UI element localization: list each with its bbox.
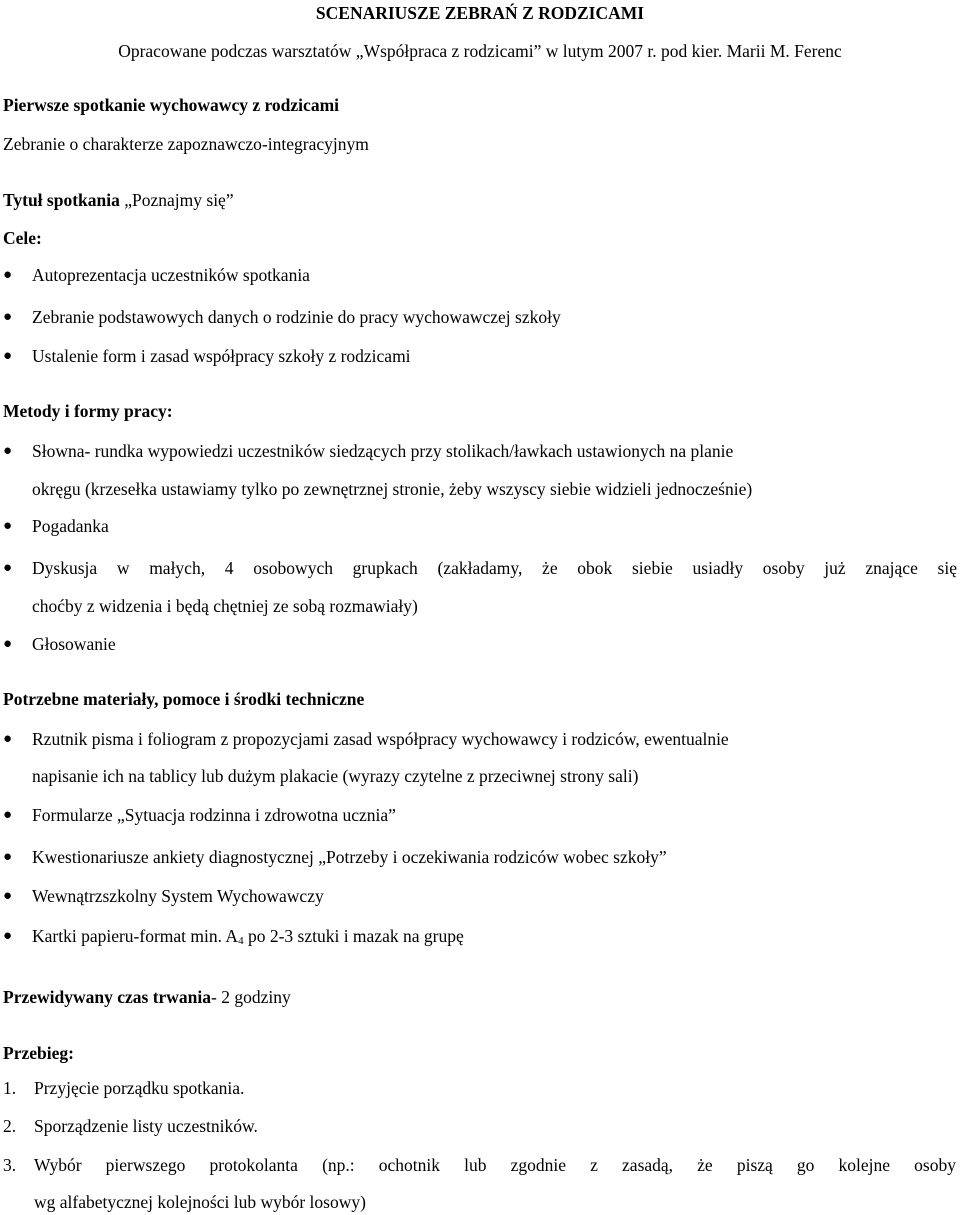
material-item-text: Kartki papieru-format min. A bbox=[32, 926, 239, 946]
material-item bbox=[32, 925, 464, 952]
material-item-text: po 2-3 sztuki i mazak na grupę bbox=[243, 926, 464, 946]
bullet-icon: ● bbox=[3, 443, 13, 459]
bullet-icon: ● bbox=[3, 518, 13, 534]
document-subtitle: Opracowane podczas warsztatów „Współpraca z rodzicami” w lutym 2007 r. pod kier. Marii M. Ferenc bbox=[118, 41, 842, 61]
meeting-title-value: „Poznajmy się” bbox=[119, 190, 234, 210]
course-label: Przebieg: bbox=[3, 1043, 74, 1063]
document-title: SCENARIUSZE ZEBRAŃ Z RODZICAMI bbox=[315, 3, 645, 23]
bullet-icon: ● bbox=[3, 636, 13, 652]
method-item-line: choćby z widzenia i będą chętniej ze sobą rozmawiały) bbox=[32, 596, 418, 616]
bullet-icon: ● bbox=[3, 807, 13, 823]
goals-label: Cele: bbox=[3, 228, 42, 248]
method-item-line: Słowna- rundka wypowiedzi uczestników siedzących przy stolikach/ławkach ustawionych na planie bbox=[32, 441, 734, 461]
method-item: Głosowanie bbox=[32, 634, 116, 654]
bullet-icon: ● bbox=[3, 348, 13, 364]
bullet-icon: ● bbox=[3, 731, 13, 747]
goal-item: Autoprezentacja uczestników spotkania bbox=[32, 265, 310, 285]
step-number: 3. bbox=[3, 1155, 17, 1175]
meeting-title-line bbox=[3, 189, 234, 211]
course-step-continuation: wg alfabetycznej kolejności lub wybór losowy) bbox=[34, 1192, 366, 1212]
method-item-line: okręgu (krzesełka ustawiamy tylko po zewnętrznej stronie, żeby wszyscy siebie widzieli jednocześnie) bbox=[32, 479, 753, 499]
material-item: Wewnątrzszkolny System Wychowawczy bbox=[32, 886, 324, 906]
methods-label: Metody i formy pracy: bbox=[3, 401, 173, 421]
meeting-heading: Pierwsze spotkanie wychowawcy z rodzicami bbox=[3, 95, 340, 115]
bullet-icon: ● bbox=[3, 928, 13, 944]
material-item-line: napisanie ich na tablicy lub dużym plakacie (wyrazy czytelne z przeciwnej strony sali) bbox=[32, 766, 639, 786]
duration-line bbox=[3, 986, 291, 1008]
duration-label: Przewidywany czas trwania bbox=[3, 987, 212, 1007]
course-step: Sporządzenie listy uczestników. bbox=[34, 1116, 258, 1136]
bullet-icon: ● bbox=[3, 560, 13, 576]
course-step: Wybór pierwszego protokolanta (np.: ochotnik lub zgodnie z zasadą, że piszą go kolejne osoby bbox=[34, 1155, 956, 1175]
step-number: 2. bbox=[3, 1116, 17, 1136]
material-item: Formularze „Sytuacja rodzinna i zdrowotna ucznia” bbox=[32, 805, 396, 825]
goal-item: Ustalenie form i zasad współpracy szkoły z rodzicami bbox=[32, 346, 411, 366]
bullet-icon: ● bbox=[3, 267, 13, 283]
duration-value: - 2 godziny bbox=[211, 987, 291, 1007]
material-item: Kwestionariusze ankiety diagnostycznej „Potrzeby i oczekiwania rodziców wobec szkoły” bbox=[32, 847, 667, 867]
material-item-line: Rzutnik pisma i foliogram z propozycjami zasad współpracy wychowawcy i rodziców, ewentualnie bbox=[32, 729, 729, 749]
goal-item: Zebranie podstawowych danych o rodzinie do pracy wychowawczej szkoły bbox=[32, 307, 561, 327]
materials-label: Potrzebne materiały, pomoce i środki techniczne bbox=[3, 689, 365, 709]
method-item-line: Dyskusja w małych, 4 osobowych grupkach (zakładamy, że obok siebie usiadły osoby już znające się bbox=[32, 558, 957, 578]
bullet-icon: ● bbox=[3, 888, 13, 904]
meeting-type: Zebranie o charakterze zapoznawczo-integracyjnym bbox=[3, 134, 369, 154]
bullet-icon: ● bbox=[3, 849, 13, 865]
meeting-title-label: Tytuł spotkania bbox=[3, 190, 120, 210]
course-step: Przyjęcie porządku spotkania. bbox=[34, 1078, 245, 1098]
method-item: Pogadanka bbox=[32, 516, 109, 536]
step-number: 1. bbox=[3, 1078, 17, 1098]
bullet-icon: ● bbox=[3, 309, 13, 325]
paper-size-subscript: 4 bbox=[238, 935, 244, 947]
